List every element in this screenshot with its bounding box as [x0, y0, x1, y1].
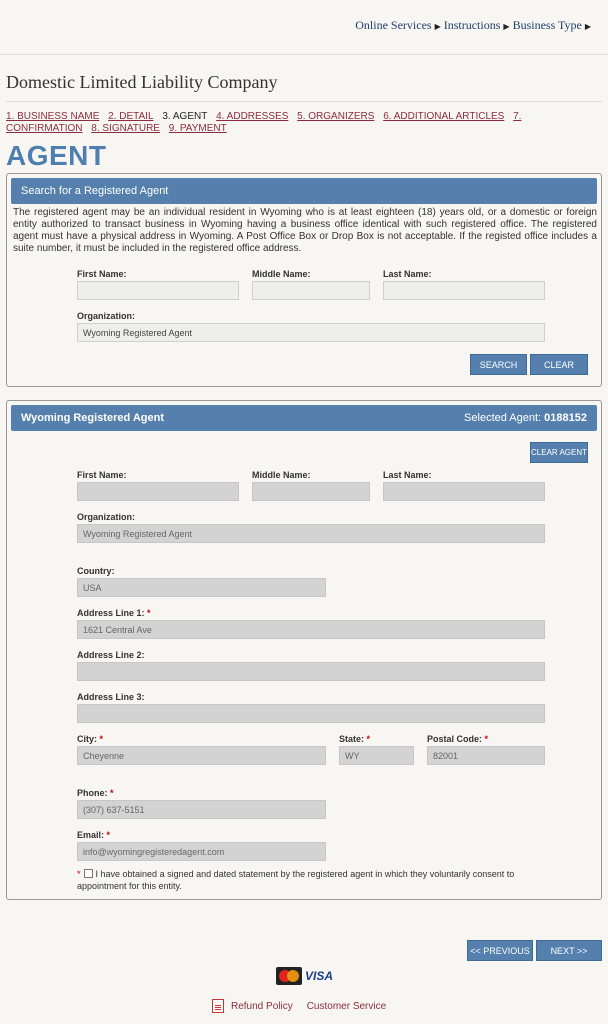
address2-label: Address Line 2:: [77, 650, 145, 660]
step-detail[interactable]: 2. DETAIL: [108, 111, 154, 122]
step-business-name[interactable]: 1. BUSINESS NAME: [6, 111, 100, 122]
selected-agent-info: [464, 412, 587, 424]
step-signature[interactable]: 8. SIGNATURE: [91, 123, 160, 134]
required-marker: *: [147, 608, 151, 618]
postal-label-text: Postal Code:: [427, 734, 483, 744]
business-type-link[interactable]: Business Type: [512, 18, 582, 32]
postal-code-input[interactable]: 82001: [427, 746, 545, 765]
pdf-icon: [212, 999, 224, 1013]
visa-logo: VISA: [305, 969, 334, 983]
search-agent-panel: [6, 173, 602, 387]
address-line1-input[interactable]: 1621 Central Ave: [77, 620, 545, 639]
required-marker: *: [99, 734, 104, 744]
search-first-name-input[interactable]: [77, 281, 239, 300]
divider: [0, 54, 608, 55]
triangle-right-icon: ▶: [503, 22, 510, 31]
country-label: Country:: [77, 566, 115, 576]
state-label: [339, 734, 370, 744]
city-label-text: City:: [77, 734, 97, 744]
step-confirmation[interactable]: 7. CONFIRMATION: [6, 111, 522, 134]
address1-label-text: Address Line 1:: [77, 608, 145, 618]
state-select[interactable]: WY: [339, 746, 414, 765]
clear-agent-button[interactable]: CLEAR AGENT: [530, 442, 588, 463]
phone-input[interactable]: (307) 637-5151: [77, 800, 326, 819]
consent-checkbox[interactable]: [84, 869, 93, 878]
required-marker: *: [366, 734, 371, 744]
required-marker: *: [484, 734, 489, 744]
next-button[interactable]: NEXT >>: [536, 940, 602, 961]
required-marker: *: [77, 869, 81, 879]
step-navigation: [6, 111, 596, 135]
required-marker: *: [106, 830, 111, 840]
middle-name-label: Middle Name:: [252, 269, 311, 279]
footer: [212, 999, 400, 1013]
selected-agent-panel: [6, 400, 602, 900]
email-label: [77, 830, 110, 840]
last-name-label: Last Name:: [383, 470, 432, 480]
country-select[interactable]: USA: [77, 578, 326, 597]
agent-panel-title: Wyoming Registered Agent: [21, 412, 165, 424]
city-input[interactable]: Cheyenne: [77, 746, 326, 765]
email-label-text: Email:: [77, 830, 105, 840]
address-line3-input[interactable]: [77, 704, 545, 723]
refund-policy-link[interactable]: Refund Policy: [231, 1000, 293, 1012]
state-label-text: State:: [339, 734, 365, 744]
first-name-label: First Name:: [77, 470, 127, 480]
agent-last-name-input[interactable]: [383, 482, 545, 501]
previous-button[interactable]: << PREVIOUS: [467, 940, 533, 961]
phone-label-text: Phone:: [77, 788, 108, 798]
selected-agent-label: Selected Agent:: [464, 412, 542, 424]
clear-button[interactable]: CLEAR: [530, 354, 588, 375]
organization-label: Organization:: [77, 512, 135, 522]
payment-cards: [276, 967, 333, 985]
search-last-name-input[interactable]: [383, 281, 545, 300]
step-organizers[interactable]: 5. ORGANIZERS: [297, 111, 375, 122]
city-label: [77, 734, 103, 744]
search-panel-header: Search for a Registered Agent: [11, 178, 597, 204]
agent-panel-header: [11, 405, 597, 431]
triangle-right-icon: ▶: [584, 22, 591, 31]
search-organization-input[interactable]: Wyoming Registered Agent: [77, 323, 545, 342]
email-input[interactable]: info@wyomingregisteredagent.com: [77, 842, 326, 861]
online-services-link[interactable]: Online Services: [355, 18, 432, 32]
address3-label: Address Line 3:: [77, 692, 145, 702]
mastercard-logo: [276, 967, 302, 985]
consent-text: I have obtained a signed and dated statement by the registered agent in which they voluntarily consent to appointment for this entity.: [77, 869, 515, 891]
consent-row: [77, 868, 557, 892]
middle-name-label: Middle Name:: [252, 470, 311, 480]
agent-description: The registered agent may be an individual resident in Wyoming who is at least eighteen (18) years old, or a domestic or foreign entity authorized to transact business in Wyoming having a business office identical with such registered office. The registered agent must have a physical address in Wyoming. A Post Office Box or Drop Box is not acceptable. If the registed office includes a suite number, it must be included in the registered office address.: [13, 207, 597, 254]
agent-middle-name-input[interactable]: [252, 482, 370, 501]
address1-label: [77, 608, 151, 618]
step-addresses[interactable]: 4. ADDRESSES: [216, 111, 289, 122]
section-heading: AGENT: [6, 140, 107, 171]
organization-label: Organization:: [77, 311, 135, 321]
first-name-label: First Name:: [77, 269, 127, 279]
postal-code-label: [427, 734, 488, 744]
step-additional-articles[interactable]: 6. ADDITIONAL ARTICLES: [383, 111, 505, 122]
phone-label: [77, 788, 114, 798]
divider: [6, 101, 602, 102]
required-marker: *: [110, 788, 114, 798]
agent-first-name-input[interactable]: [77, 482, 239, 501]
step-agent-current: 3. AGENT: [162, 111, 208, 122]
agent-organization-input[interactable]: Wyoming Registered Agent: [77, 524, 545, 543]
last-name-label: Last Name:: [383, 269, 432, 279]
page-title: Domestic Limited Liability Company: [6, 72, 278, 92]
instructions-link[interactable]: Instructions: [443, 18, 501, 32]
step-payment[interactable]: 9. PAYMENT: [168, 123, 227, 134]
customer-service-link[interactable]: Customer Service: [306, 1000, 387, 1012]
selected-agent-id: 0188152: [544, 412, 587, 424]
top-navigation: [355, 18, 594, 33]
triangle-right-icon: ▶: [434, 22, 441, 31]
search-middle-name-input[interactable]: [252, 281, 370, 300]
search-button[interactable]: SEARCH: [470, 354, 527, 375]
address-line2-input[interactable]: [77, 662, 545, 681]
